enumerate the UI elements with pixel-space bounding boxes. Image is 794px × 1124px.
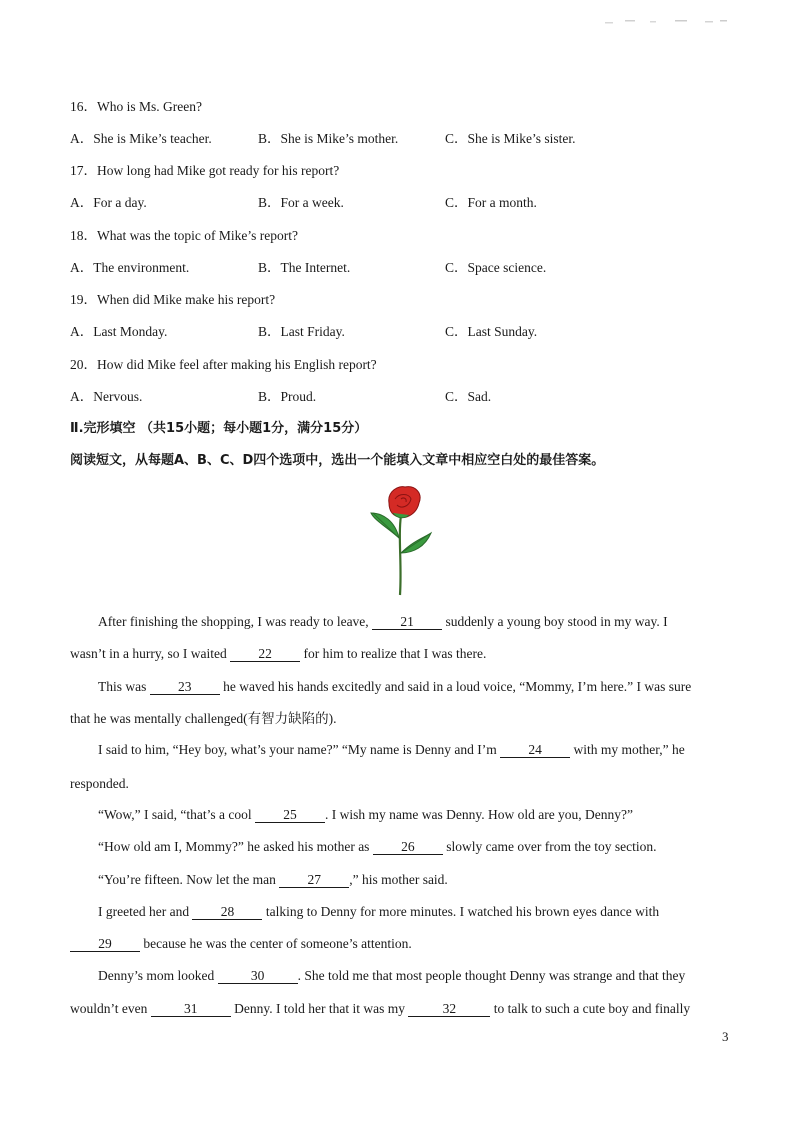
passage-text: Denny’s mom looked xyxy=(98,968,215,983)
blank-21: 21 xyxy=(372,614,442,630)
passage-line-9 xyxy=(98,871,448,889)
passage-text: This was xyxy=(98,679,147,694)
question-18-option-c: C．Space science. xyxy=(445,260,547,275)
passage-text: I greeted her and xyxy=(98,904,190,919)
passage-line-1 xyxy=(98,613,668,631)
passage-line-3 xyxy=(98,678,691,696)
passage-text: to talk to such a cute boy and finally xyxy=(493,1001,691,1016)
blank-22: 22 xyxy=(230,646,300,662)
blank-24: 24 xyxy=(500,742,570,758)
passage-text: . I wish my name was Denny. How old are you, Denny?” xyxy=(324,807,634,822)
section-instruction: 阅读短文，从每题A、B、C、D四个选项中，选出一个能填入文章中相应空白处的最佳答案。 xyxy=(70,453,605,468)
blank-27: 27 xyxy=(279,872,349,888)
question-20-stem: 20．How did Mike feel after making his English report? xyxy=(70,357,377,372)
blank-25: 25 xyxy=(255,807,325,823)
passage-text: talking to Denny for more minutes. I watched his brown eyes dance with xyxy=(265,904,660,919)
passage-text: because he was the center of someone’s attention. xyxy=(143,936,412,951)
passage-line-5 xyxy=(98,741,685,759)
passage-text: I said to him, “Hey boy, what’s your name?” “My name is Denny and I’m xyxy=(98,742,497,757)
question-20-option-c: C．Sad. xyxy=(445,389,492,404)
passage-text: for him to realize that I was there. xyxy=(303,646,487,661)
question-17-option-c: C．For a month. xyxy=(445,195,537,210)
passage-text: wasn’t in a hurry, so I waited xyxy=(70,646,227,661)
blank-28: 28 xyxy=(192,904,262,920)
question-19-option-a: A．Last Monday. xyxy=(70,324,168,339)
passage-line-7 xyxy=(98,806,633,824)
question-19-option-c: C．Last Sunday. xyxy=(445,324,538,339)
passage-line-6: responded. xyxy=(70,776,129,791)
question-18-option-b: B．The Internet. xyxy=(258,260,351,275)
passage-text: “How old am I, Mommy?” he asked his mother as xyxy=(98,839,370,854)
blank-30: 30 xyxy=(218,968,298,984)
passage-line-11 xyxy=(70,935,412,953)
question-20-option-a: A．Nervous. xyxy=(70,389,143,404)
question-16-option-c: C．She is Mike’s sister. xyxy=(445,131,576,146)
passage-text: “Wow,” I said, “that’s a cool xyxy=(98,807,252,822)
question-17-stem: 17．How long had Mike got ready for his report? xyxy=(70,163,340,178)
passage-text: slowly came over from the toy section. xyxy=(446,839,657,854)
question-20-option-b: B．Proud. xyxy=(258,389,317,404)
passage-text: . She told me that most people thought Denny was strange and that they xyxy=(297,968,686,983)
passage-text: After finishing the shopping, I was ready to leave, xyxy=(98,614,369,629)
blank-32: 32 xyxy=(408,1001,490,1017)
question-19-stem: 19．When did Mike make his report? xyxy=(70,292,276,307)
question-17-option-b: B．For a week. xyxy=(258,195,344,210)
passage-text: he waved his hands excitedly and said in a loud voice, “Mommy, I’m here.” I was sure xyxy=(223,679,692,694)
rose-icon xyxy=(365,483,435,598)
blank-31: 31 xyxy=(151,1001,231,1017)
question-16-option-a: A．She is Mike’s teacher. xyxy=(70,131,212,146)
blank-26: 26 xyxy=(373,839,443,855)
passage-text: with my mother,” he xyxy=(573,742,685,757)
passage-line-10 xyxy=(98,903,659,921)
question-16-stem: 16．Who is Ms. Green? xyxy=(70,99,202,114)
passage-line-12 xyxy=(98,967,685,985)
scan-artifact xyxy=(600,14,730,24)
question-17-option-a: A．For a day. xyxy=(70,195,147,210)
question-16-option-b: B．She is Mike’s mother. xyxy=(258,131,399,146)
passage-line-2 xyxy=(70,645,486,663)
passage-text: “You’re fifteen. Now let the man xyxy=(98,872,276,887)
section-title: Ⅱ.完形填空 （共15小题；每小题1分，满分15分） xyxy=(70,421,368,436)
passage-line-13 xyxy=(70,1000,690,1018)
passage-text: wouldn’t even xyxy=(70,1001,148,1016)
passage-text: ,” his mother said. xyxy=(349,872,448,887)
passage-line-8 xyxy=(98,838,657,856)
page-number: 3 xyxy=(722,1029,729,1044)
blank-23: 23 xyxy=(150,679,220,695)
rose-illustration xyxy=(365,483,435,598)
blank-29: 29 xyxy=(70,936,140,952)
question-18-option-a: A．The environment. xyxy=(70,260,190,275)
scan-artifact-marks xyxy=(600,16,730,26)
passage-text: suddenly a young boy stood in my way. I xyxy=(445,614,668,629)
passage-text: Denny. I told her that it was my xyxy=(234,1001,405,1016)
question-19-option-b: B．Last Friday. xyxy=(258,324,345,339)
passage-line-4: that he was mentally challenged(有智力缺陷的). xyxy=(70,711,337,726)
question-18-stem: 18．What was the topic of Mike’s report? xyxy=(70,228,298,243)
